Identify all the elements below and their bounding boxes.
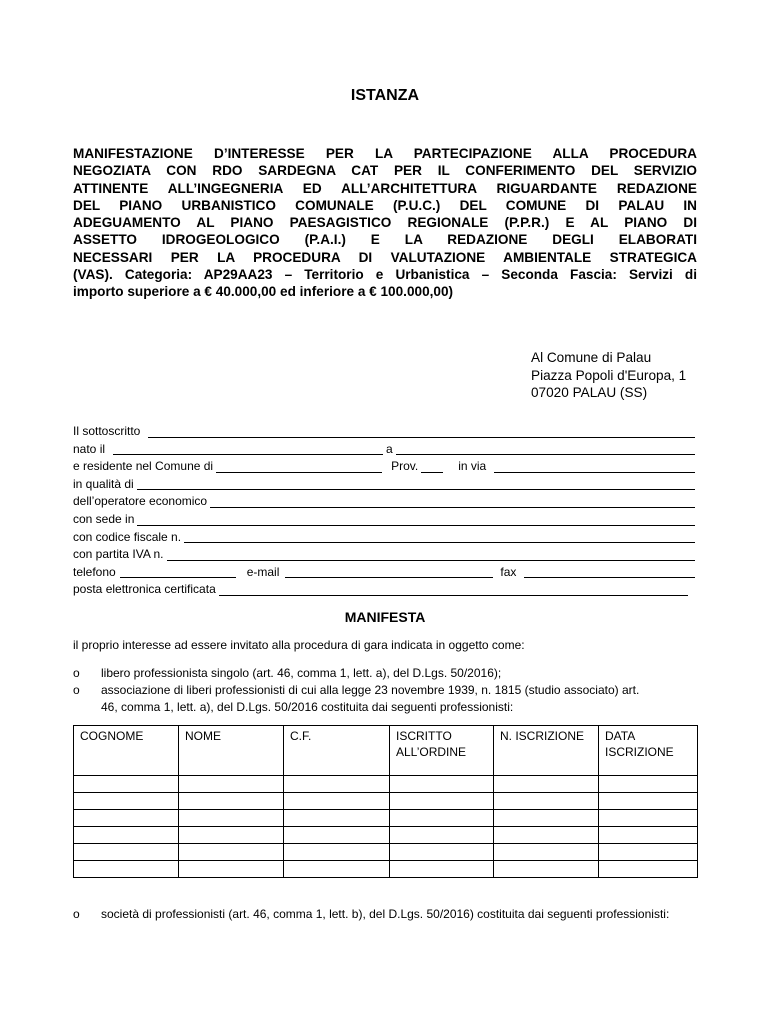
table-cell[interactable] [74, 810, 179, 827]
field-label: con codice fiscale n. [73, 529, 182, 544]
table-cell[interactable] [74, 793, 179, 810]
document-title: ISTANZA [350, 87, 420, 104]
table-cell[interactable] [599, 810, 698, 827]
table-cell[interactable] [74, 844, 179, 861]
table-cell[interactable] [284, 827, 390, 844]
recipient-line: Al Comune di Palau [531, 350, 652, 365]
subject-line: (VAS). Categoria: AP29AA23 – Territorio e Urbanistica – Seconda Fascia: Servizi di [73, 267, 697, 283]
field-row-codice-fiscale [73, 529, 698, 547]
field-label: con partita IVA n. [73, 547, 164, 562]
birth-place-input-line[interactable] [396, 442, 695, 455]
table-cell[interactable] [390, 793, 494, 810]
table-cell[interactable] [74, 827, 179, 844]
table-cell[interactable] [390, 810, 494, 827]
field-row-operatore [73, 493, 698, 511]
recipient-line: 07020 PALAU (SS) [531, 385, 648, 400]
option-associazione[interactable] [73, 682, 698, 716]
table-cell[interactable] [284, 810, 390, 827]
subject-line: NEGOZIATA CON RDO SARDEGNA CAT PER IL CONFERIMENTO DEL SERVIZIO [73, 163, 697, 179]
header-iscritto-line: ISCRITTO [396, 729, 452, 743]
table-cell[interactable] [390, 827, 494, 844]
field-label: telefono [73, 564, 116, 579]
recipient-address [531, 349, 686, 402]
sede-input-line[interactable] [137, 513, 695, 526]
table-cell[interactable] [179, 793, 284, 810]
table-cell[interactable] [284, 776, 390, 793]
subject-line: ATTINENTE ALL’INGEGNERIA ED ALL’ARCHITETTURA RIGUARDANTE REDAZIONE [73, 180, 697, 196]
field-label: nato il [73, 441, 106, 456]
table-cell[interactable] [494, 861, 599, 878]
field-row-pec [73, 581, 698, 599]
table-row [74, 810, 698, 827]
header-iscritto [390, 726, 493, 760]
field-row-sede [73, 511, 698, 529]
table-cell[interactable] [494, 810, 599, 827]
header-data-iscrizione [599, 726, 697, 760]
subject-line: ASSETTO IDROGEOLOGICO (P.A.I.) E LA REDAZIONE DEGLI ELABORATI [73, 232, 697, 248]
table-cell[interactable] [284, 844, 390, 861]
field-label: dell’operatore economico [73, 494, 208, 509]
table-cell[interactable] [284, 793, 390, 810]
field-label: Il sottoscritto [73, 424, 141, 438]
table-cell[interactable] [179, 861, 284, 878]
header-cell [284, 726, 390, 776]
option-label [101, 682, 698, 716]
field-row-qualita [73, 476, 698, 494]
bullet-circle-icon[interactable]: o [73, 666, 80, 680]
header-iscritto-line: ALL’ORDINE [396, 745, 467, 759]
declarant-form [73, 423, 698, 599]
header-data-line: DATA [605, 729, 636, 743]
document-subject [73, 145, 697, 301]
field-label: posta elettronica certificata [73, 582, 216, 597]
table-cell[interactable] [599, 776, 698, 793]
intro-text: il proprio interesse ad essere invitato alla procedura di gara indicata in oggetto come: [73, 638, 525, 652]
option-label-line: associazione di liberi professionisti di cui alla legge 23 novembre 1939, n. 1815 (studio associato) art. [101, 683, 640, 697]
table-cell[interactable] [390, 844, 494, 861]
table-cell[interactable] [494, 776, 599, 793]
subject-line: NECESSARI PER LA PROCEDURA DI VALUTAZIONE AMBIENTALE STRATEGICA [73, 249, 697, 265]
bullet-circle-icon[interactable]: o [73, 907, 80, 921]
field-label: in via [458, 459, 487, 474]
table-cell[interactable] [284, 861, 390, 878]
table-cell[interactable] [494, 827, 599, 844]
table-cell[interactable] [179, 776, 284, 793]
email-input-line[interactable] [285, 565, 493, 578]
section-heading-manifesta: MANIFESTA [344, 609, 426, 625]
header-cell [74, 726, 179, 776]
subject-line: MANIFESTAZIONE D’INTERESSE PER LA PARTECIPAZIONE ALLA PROCEDURA [73, 146, 697, 161]
table-row [74, 776, 698, 793]
field-label: e residente nel Comune di [73, 459, 214, 474]
partita-iva-input-line[interactable] [167, 548, 696, 561]
field-row-nato [73, 441, 698, 459]
table-cell[interactable] [599, 844, 698, 861]
header-n-iscrizione: N. ISCRIZIONE [500, 729, 585, 743]
via-input-line[interactable] [494, 460, 695, 473]
header-cf: C.F. [290, 729, 312, 743]
table-cell[interactable] [599, 793, 698, 810]
table-row [74, 793, 698, 810]
table-cell[interactable] [390, 861, 494, 878]
header-data-line: ISCRIZIONE [605, 745, 674, 759]
table-cell[interactable] [494, 793, 599, 810]
field-row-sottoscritto [73, 423, 698, 441]
sottoscritto-input-line[interactable] [148, 425, 695, 438]
table-cell[interactable] [179, 827, 284, 844]
subject-line: DEL PIANO URBANISTICO COMUNALE (P.U.C.) DEL COMUNE DI PALAU IN [73, 197, 697, 213]
telefono-input-line[interactable] [120, 565, 236, 578]
option-label: società di professionisti (art. 46, comma 1, lett. b), del D.Lgs. 50/2016) costituita dai seguenti professionisti: [101, 907, 670, 921]
table-row [74, 861, 698, 878]
professionals-table [73, 725, 698, 878]
table-cell[interactable] [390, 776, 494, 793]
comune-input-line[interactable] [216, 460, 382, 473]
field-label: in qualità di [73, 476, 134, 491]
subject-line: importo superiore a € 40.000,00 ed inferiore a € 100.000,00) [73, 284, 454, 300]
option-label-line: 46, comma 1, lett. a), del D.Lgs. 50/2016 costituita dai seguenti professionisti: [101, 700, 514, 714]
table-cell[interactable] [74, 776, 179, 793]
field-row-partita-iva [73, 546, 698, 564]
field-label: con sede in [73, 511, 135, 526]
table-cell[interactable] [599, 827, 698, 844]
header-cell [390, 726, 494, 776]
table-cell[interactable] [599, 861, 698, 878]
option-label: libero professionista singolo (art. 46, comma 1, lett. a), del D.Lgs. 50/2016); [101, 666, 502, 680]
operatore-input-line[interactable] [210, 495, 695, 508]
recipient-line: Piazza Popoli d'Europa, 1 [531, 367, 687, 383]
option-societa-professionisti[interactable] [73, 906, 698, 940]
table-cell[interactable] [74, 861, 179, 878]
field-label: Prov. [391, 459, 419, 474]
header-cognome: COGNOME [80, 729, 144, 743]
header-cell [179, 726, 284, 776]
header-cell [599, 726, 698, 776]
codice-fiscale-input-line[interactable] [184, 530, 695, 543]
option-libero-professionista[interactable] [73, 665, 698, 682]
field-row-residente [73, 458, 698, 476]
table-cell[interactable] [494, 844, 599, 861]
prov-input-line[interactable] [421, 460, 443, 473]
table-header-row [74, 726, 698, 776]
table-row [74, 844, 698, 861]
bullet-circle-icon[interactable]: o [73, 683, 80, 697]
header-nome: NOME [185, 729, 221, 743]
qualita-input-line[interactable] [137, 477, 695, 490]
pec-input-line[interactable] [219, 583, 688, 596]
table-cell[interactable] [179, 810, 284, 827]
fax-input-line[interactable] [524, 565, 695, 578]
field-label: a [386, 441, 393, 456]
birth-date-input-line[interactable] [113, 442, 383, 455]
subject-line: ADEGUAMENTO AL PIANO PAESAGISTICO REGIONALE (P.P.R.) E AL PIANO DI [73, 215, 697, 231]
field-label: e-mail [246, 564, 280, 579]
field-label: fax [500, 564, 517, 579]
table-cell[interactable] [179, 844, 284, 861]
field-row-contatti [73, 564, 698, 582]
header-cell [494, 726, 599, 776]
table-row [74, 827, 698, 844]
